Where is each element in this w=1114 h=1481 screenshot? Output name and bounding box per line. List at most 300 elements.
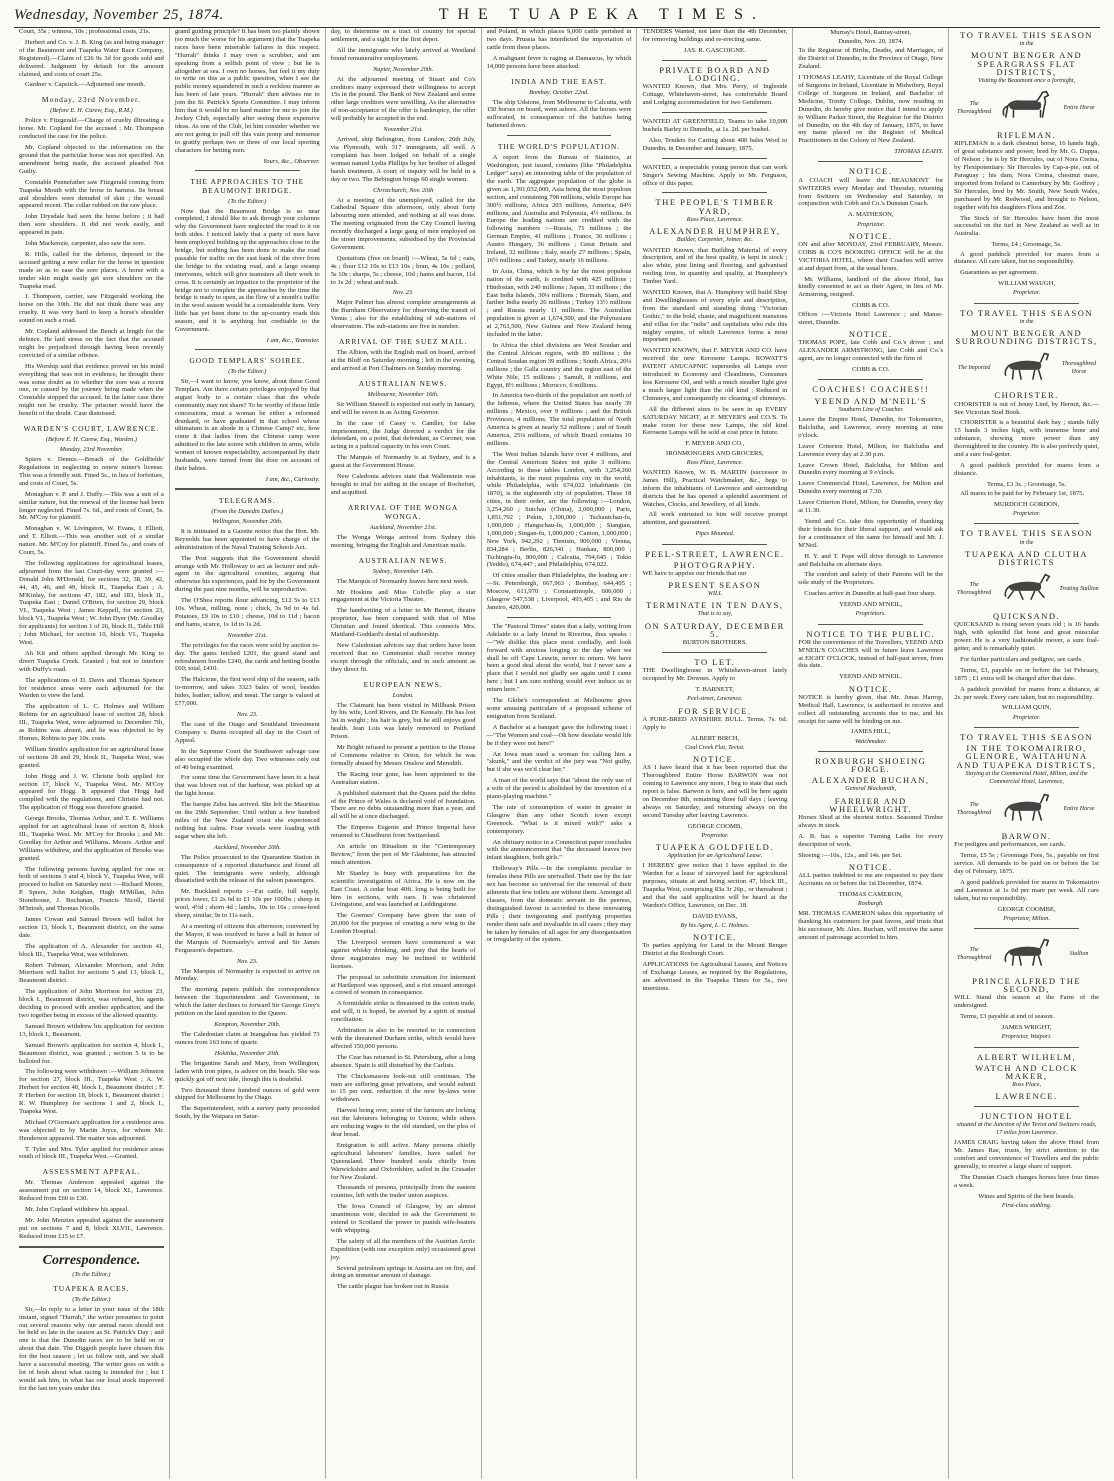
paragraph: The Post suggests that the Government should arrange with Mr. Holloway to act as lecturer and sub-agent in the agricultural counties, arguing that otherwise his experiences, paid for by the Government during the past nine months, will be unproductive. xyxy=(174,554,320,594)
paragraph: Constable Pennefather saw Fitzgerald coming from Tuapeka Mouth with the horse in harness. Its breast and shoulders were denuded of skin ; the wound appeared recent. The collar rubbed on the raw place. xyxy=(19,178,164,210)
ad-name: Terms, £4 ; Groomage, 5s. xyxy=(991,241,1062,249)
ad-subtitle: Proprietor, Milton. xyxy=(1003,914,1050,922)
dateline: Hokitika, November 20th. xyxy=(214,1049,280,1057)
dateline: Auckland, November 21st. xyxy=(369,523,437,531)
horse-caption: The Thoroughbred xyxy=(957,946,992,962)
section-heading: GOOD TEMPLARS' SOIREE. xyxy=(189,356,306,365)
column-7-ads xyxy=(949,28,1104,1479)
horse-caption: Trotting Stallion xyxy=(1059,586,1099,593)
divider xyxy=(175,488,320,490)
paragraph: James Cowan and Samuel Brown will ballot for section 13, block I., Beaumont district, on the same date. xyxy=(19,916,164,939)
ad-text: WANTED Known, W. B. MARTIN (successor to James Hill), Practical Watchmaker, &c., begs to inform the inhabitants of Lawrence and surrounding districts that he has opened a splendid assortment of Watches, Clocks, and Jewellery, of all kinds. xyxy=(642,468,788,508)
paragraph: In Africa the chief divisions are West Soudan and the Central African region, with 89 millions ; the Central Soudan region 39 millions ; South Africa, 20¼ millions ; the Galla country and the region east of the White Nile, 15 millions ; Samuli, 8 millions, and Egypt, 8½ millions ; Morocco, 6 millions. xyxy=(486,342,632,389)
section-heading: ARRIVAL OF THE WONGA WONGA. xyxy=(347,502,459,521)
ad-title: MOUNT BENGER AND SURROUNDING DISTRICTS, xyxy=(955,328,1098,347)
paragraph: A report from the Bureau of Statistics, at Washington, just issued, contains (like "Philadelphia Ledger" says) an interesting table of the population of the earth. The aggregate population of the globe is given as 1,391,032,000, Asia being the most populous section, and containing 798 millions, while Europe has 300½ millions, Africa 203 millions, America, 84½ millions, and Australia and Polynesia, 4½ millions. In Europe the leading nations are credited with the following numbers :—Russia, 71 millions ; the German Empire, 41 millions ; France, 36 millions ; Austro Hungary, 36 millions ; Great Britain and Ireland, 32 millions ; Italy, nearly 27 millions ; Spain, 16½ millions ; and Turkey, nearly 16 millions. xyxy=(486,154,632,264)
ad-title: NOTICE. xyxy=(848,166,893,177)
paragraph: Quotations (free on board) :—Wheat, 5s 6d ; oats, 4s ; flour £12 10s to £13 10s ; bran, 4s 10s ; pollard, 5s 10s ; sharps, 5s ; cheese, 10d ; hams and bacon, 11d to 1s 2d ; wheat and malt. xyxy=(330,254,476,286)
horse-caption: Entire Horse xyxy=(1063,806,1095,812)
ad-text: QUICKSAND is rising seven years old ; is 16 hands high, with splendid flat bone and great muscular power. He is a very fashionable mover, a sure foal-getter, and is remarkably quiet. xyxy=(954,621,1100,653)
ad-text: A good paddock provided for mares in Tokomairiro and Lawrence at 1s 6d per mare per week. All care taken, but no responsibility. xyxy=(954,878,1100,902)
paragraph: and Poland, in which places 9,000 cattle perished in two days. Prussia has interdicted the importation of cattle from these places. xyxy=(486,28,632,51)
ad-name: T. BARNETT, xyxy=(695,686,735,694)
ad-text: Leave Commercial Hotel, Lawrence, for Milton and Dunedin every morning at 7.30. xyxy=(798,480,944,496)
divider xyxy=(195,349,300,350)
ad-subtitle: Visiting the Beaumont once a fortnight, xyxy=(978,77,1076,85)
paragraph: In the Supreme Court the Southsaver salvage case also occupied the whole day. Two witnesses only out of 40 being examined. xyxy=(174,747,320,771)
ad-title: NOTICE. xyxy=(848,683,893,694)
paragraph: Monaghan v. P. and J. Duffy.—This was a suit of a similar nature, but the renewal of the license had been longer neglected. Fined 7s. 6d., and costs of Court, 5s. Mr. M'Coy for plaintiff. xyxy=(19,490,164,522)
paragraph: The West Indian Islands have over 4 millions, and the Central American States not quite 3 millions. According to these tables London, with 3,254,260 inhabitants, is the most populous city in the world, while Philadelphia, with 674,022 inhabitants (in 1870), is the eighteenth city of population. These 18 cities, in their order, are the following :—London, 3,254,260 ; Sutchau (China), 2,000,000 ; Paris, 1,851,792 ; Pekin, 1,300,000 ; Tschautchau-fu, 1,000,000 ; Hangschau-fu, 1,000,000 ; Siangtan, 1,000,000 ; Singan-fu, 1,000,000 ; Canton, 1,000,000 ; New York, 942,292 ; Tientsin, 900,000 ; Vienna, 834,284 ; Berlin, 826,341 ; Hankau, 800,000 ; Tschingtu-fu, 800,000 ; Calcutta, 794,645 ; Tokio (Yeddo), 674,447 ; and Philadelphia, 674,022. xyxy=(486,450,632,569)
ad-name: COBB & CO. xyxy=(852,366,890,374)
horse-illustration-row xyxy=(954,88,1099,128)
columns xyxy=(14,28,1104,1479)
ad-subtitle: Proprietor. xyxy=(857,220,885,228)
ad-title: NOTICE TO THE PUBLIC. xyxy=(806,628,936,639)
dateline: Nov. 23. xyxy=(236,957,258,965)
paragraph: The cattle plague has broken out in Russia xyxy=(336,1283,449,1291)
paragraph: In America two-thirds of the population are north of the Isthmus, where the United States has nearly 39 millions ; Mexico, over 9 millions ; and the British Provinces, 4 millions. The total population of North America is given at nearly 52 millions ; and of South America, 25¼ millions, of which Brazil contains 10 millions. xyxy=(486,392,632,447)
ad-title: MOUNT BENGER AND SPEARGRASS FLAT DISTRICTS, xyxy=(970,50,1083,77)
ad-text: THOMAS POPE, late Cobb and Co.'s driver ; and ALEXANDER ARMSTRONG, late Cobb and Co.'s agent, are no longer connected with the firm of xyxy=(798,339,944,363)
section-heading: AUSTRALIAN NEWS. xyxy=(358,555,448,565)
paragraph: The Goemes' Company have given the sum of 20,000 for the purpose of creating a new wing to the London Hospital. xyxy=(330,912,476,936)
ad-title: PEEL-STREET, LAWRENCE. xyxy=(645,548,785,559)
paragraph: The safety of all the members of the Austrian Arctic Expedition (with one exception only) occasioned great joy. xyxy=(330,1237,476,1261)
section-heading: TUAPEKA RACES. xyxy=(53,1283,130,1293)
divider xyxy=(662,544,767,545)
paragraph: The Police prosecuted to the Quarantine Station in consequence of a reported disturbance and found all quiet. The immigrants were orderly, although dissatisfied with the release of the saloon passengers. xyxy=(174,853,320,885)
ad-text: Yeend and Co. take this opportunity of thanking their friends for their liberal support, and would ask for a continuance of the same for himself and Mr. J. M'Neil. xyxy=(798,517,944,549)
ad-title: JUNCTION HOTEL xyxy=(980,1110,1073,1121)
ad-subtitle: Coal Creek Flat, Teviot. xyxy=(685,743,745,751)
divider xyxy=(818,751,923,752)
divider xyxy=(974,523,1079,524)
paragraph: The following were withdrawn :—William Johnston for section 27, block III., Tuapeka West ; A. W. Herbert for section 40, block I., Beaumont district ; F. P. Herbert for section 18, block I., Beaumont district ; R. W. Humphrey for sections 1 and 2, block I., Tuapeka West. xyxy=(19,1068,164,1115)
ad-text: MR. THOMAS CAMERON takes this opportunity of thanking his customers for past favors, and trusts that his successor, Mr. Alex. Buchan, will receive the same amount of patronage accorded to him. xyxy=(798,909,944,941)
horse-icon xyxy=(998,789,1056,829)
masthead xyxy=(14,0,1100,28)
ad-text: ON and after MONDAY, 23rd FEBRUARY, Messrs. COBB & CO'S BOOKING OFFICE will be at the VICTORIA HOTEL, where their Coaches will arrive at and depart from, at the usual hours. xyxy=(798,240,944,272)
paragraph: The Czar has returned to St. Petersburg, after a long absence. Spain is still disturbed by the Carlists. xyxy=(330,1053,476,1069)
ad-text: Coaches arrive in Dunedin at half-past four sharp. xyxy=(804,590,937,598)
section-subheading: (From the Dunedin Dailies.) xyxy=(211,507,284,515)
column-1 xyxy=(14,28,170,1479)
ad-name: JAS. R. GASCOIGNE. xyxy=(684,46,746,54)
ad-text: NOTICE is hereby given, that Mr. Jonas Harrop, Medical Hall, Lawrence, is authorised to receive and collect all outstanding accounts due to me, and his receipt for same will be binding on me. xyxy=(798,693,944,725)
divider xyxy=(195,170,300,171)
paragraph: New Caledonia advices state that Wallenstein was brought to trial for aiding in the escape of Rochefort, and acquitted. xyxy=(330,473,476,496)
paragraph: Mr. Copland addressed the Bench at length for the defence. He laid stress on the fact that the accused might be prejudiced through having been recently convicted of a similar offence. xyxy=(19,328,164,359)
ad-name: JAMES WRIGHT, xyxy=(1001,1024,1052,1032)
paragraph: The application of A. Alexander for section 41, block III., Tuapeka West, was withdrawn. xyxy=(19,942,164,958)
ad-subtitle: Proprietor. xyxy=(1013,713,1041,721)
horse-caption: Thoroughbred Horse xyxy=(1061,361,1097,376)
paragraph: His Worship said that evidence proved on his mind everything that was not in evidence, he thought there was some doubt as to whether the sore was a recent one, or caused by the journey being made when the Constable stopped the accused. In the latter case there might not be cruelty. The prisoner would have the benefit of the doubt. Case dismissed. xyxy=(19,362,164,418)
paragraph: The Marquis of Normanby is at Sydney, and is a guest at the Government House. xyxy=(330,454,476,470)
section-heading: ARRIVAL OF THE SUEZ MAIL. xyxy=(338,337,468,347)
divider xyxy=(507,617,612,618)
paragraph: The following applications for agricultural leases, adjourned from the last Court-day were granted :—Donald John M'Donald, for sections 32, 38, 39, 42, 44, 45, 46, and 49, block II., Tuapeka East ; A. M'Kinlay, for sections 47, 182, and 183, block II., Tuapeka East ; Daniel O'Brien, for section 29, block VI., Tuapeka West ; James Keppell, for section 23, block VI., Tuapeka West ; W. John Dyer (Mr. Goodlay for applicants) for section 1 of 26, block II., Table Hill ; John Michael, for section 10, block VI., Tuapeka West. xyxy=(19,559,164,646)
dateline: November 21st. xyxy=(383,126,423,134)
paragraph: T. Tyler and Mrs. Tyler applied for residence areas south of block III., Tuapeka West.—Granted. xyxy=(19,1145,164,1161)
paragraph: The "Pastoral Times" states that a lady, writing from Adelaide to a lady friend in Riverina, thus speaks :—"We dislike this place most cordially, and look forward with anxious longing to the day when we shall be off Cape Leuwin, never to return. We have been a good deal about the world, but I never saw a place that I would not gladly see again until I came here ; but I am sure nothing would ever induce us to return here." xyxy=(486,622,632,694)
section-subheading: (Before E. H. Carew, Esq., R.M.) xyxy=(50,107,133,115)
ad-text: WILL Stand this season at the Farm of the undersigned. xyxy=(954,994,1100,1010)
dateline: Napier, November 20th. xyxy=(373,65,434,73)
ad-text: WANTED AT GREENFIELD, Teams to take 10,000 bushels Barley to Dunedin, at 1s. 2d. per bushel. xyxy=(642,118,788,134)
ad-name: THOMAS CAMERON, xyxy=(838,890,903,898)
signature: I am, &c., Curiosity. xyxy=(265,475,320,483)
paragraph: Monaghan v. W. Livingston, W. Evans, J. Elliott, and T. Elliott.—This was another suit of a similar nature. Mr. M'Coy for plaintiff. Fined 5s., and costs of Court, 5s. xyxy=(19,525,164,557)
ad-text: RIFLEMAN is a dark chestnut horse, 16 hands high, of great substance and power, bred by Mr. G. Duppa, of Nelson ; he is by Sir Hercules, out of Nora Creina, by Flexipotentiary. Sir Hercules by Cap-a-pie, out of Paraguay ; his dam, Nora Creina, chestnut mare, imported from Ireland to Canterbury by Mr. Godfrey ; Sir Hercules, bred by Mr. Smith, New South Wales, purchased by Mr. Redwood, and brought to Nelson, together with his daughters Flora and Zoe. xyxy=(954,140,1100,211)
ad-name: GEORGE COOMBE, xyxy=(997,905,1056,913)
paragraph: The rate of consumption of water in greater in Glasgow than any other Scotch town except Greenock. "What is it mixed with?" asks a contemporary. xyxy=(486,803,632,835)
paragraph: Sir,—In reply to a letter in your issue of the 18th instant, signed "Hurrah," the writer presumes to point out several reasons why our annual races should not be held so late in the season as St. Patrick's Day ; and one is that the Dunedin races are to be held on or about that date. The Diggeth people have chosen this for the best season ; let us follow suit, and we shall have a successful meeting. The writer goes on with a lot of bosh about what racing is intended for ; but I would ask him, in what has our local stock improved for the last ten years under this xyxy=(19,1305,164,1392)
paragraph: grand guiding principle? It has been too plainly shown (so much the worse for his argument) that the Tuapeka races have been miserable failures in this respect. "Hurrah" thinks I may own a scrubber, and am speaking from a selfish point of view ; but he is altogether at sea. I own no horses, but feel it my duty to write on this as a public question, when I see the public money squandered in such a reckless manner as has been of late years. "Hurrah" then advises me to join the St. Patrick's Sports Committee. I may inform him that it would be no hard matter for me to join the Jockey Club, especially after seeing these expensive ideas. As one of the Club, let him consider whether we are not going to pull off this vain pomp and nonsense to gratify perhaps two or three of our local sporting characters for betting men. xyxy=(174,28,320,154)
ad-text: All work entrusted to him will receive prompt attention, and guaranteed. xyxy=(642,511,788,527)
ad-name: ALEXANDER HUMPHREY, xyxy=(649,226,781,237)
dateline: Kempton, November 20th. xyxy=(214,1021,281,1028)
paragraph: Mr Stanley is busy with preparations for the scientific investigation of Africa. He is now on the East Coast. A cedar boat 40ft. long is being built for him in sections, with oars. It was christened Livingstone, and was launched at Leddingstone. xyxy=(330,869,476,909)
ad-title: NOTICE. xyxy=(848,329,893,340)
paragraph: At a meeting of citizens this afternoon, convened by the Mayor, it was resolved to have a ball in honor of the Marquis of Normanby's arrival and Sir James Fergusson's departure. xyxy=(174,922,320,954)
ad-text: To the Registrar of Births, Deaths, and Marriages, of the District of Dunedin, in the Province of Otago, New Zealand. xyxy=(798,47,944,71)
paragraph: The Marquis of Normanby is expected to arrive on Monday. xyxy=(174,967,320,983)
paragraph: Thousands of persons, principally from the eastern counties, left with the trades' union auspices. xyxy=(330,1184,476,1200)
ad-title: TUAPEKA AND CLUTHA DISTRICTS xyxy=(965,548,1089,567)
paragraph: All the immigrants who lately arrived at Westland found remunerative employment. xyxy=(330,46,476,62)
paragraph: J. Thompson, carrier, saw Fitzgerald working the horse on the 10th. He did not think there was any cruelty. It was very hard to keep a horse's shoulder sound on such a road. xyxy=(19,293,164,325)
paragraph: The case of the Otago and Southland Investment Company v. Burns occupied all day in the Court of Appeal. xyxy=(174,721,320,744)
paragraph: The applications of D. Davis and Thomas Spencer for residence areas were each adjourned for the Warden to view the land. xyxy=(19,676,164,700)
section-heading: AUSTRALIAN NEWS. xyxy=(358,378,448,388)
divider xyxy=(662,192,767,193)
paragraph: Samuel Brown withdrew his application for section 13, block I., Beaumont. xyxy=(19,1022,164,1038)
paragraph: Michael O'Gorman's application for a residence area was objected to by Martin Joyce, for whom Mr. Henderson appeared. The matter was adjourned. xyxy=(19,1118,164,1142)
paragraph: The Claimant has been visited in Millbank Prison by his wife, Lord Rivers, and Dr Kenealy. He has lost 3st in weight ; his hair is grey, but he still enjoys good health. Jean Lois was lately removed to Portland Prison. xyxy=(330,701,476,741)
paragraph: Mr. Thomas Anderson appealed against the assessment put on section 14, block XI., Lawrence. Reduced from £60 to £30. xyxy=(19,1179,164,1203)
horse-caption: The Thoroughbred xyxy=(957,101,992,116)
divider xyxy=(662,112,767,113)
dateline: Nov. 23. xyxy=(236,711,258,718)
ad-subtitle: in the xyxy=(1019,538,1034,546)
ad-text: The comfort and safety of their Patrons will be the sole study of the Proprietors. xyxy=(798,571,944,587)
paragraph: day, to determine on a tract of country for special settlement, and a sight for the first depot. xyxy=(330,28,476,43)
ad-text: CHORISTER is a beautiful dark bay ; stands fully 15 hands 3 inches high, with immense bone and substance, showing more power than any thoroughbred in the country. He is also perfectly quiet, and a sure foal-getter. xyxy=(954,419,1100,459)
ad-text: All mares to be paid for by February 1st, 1875. xyxy=(960,490,1085,497)
section-subheading: Monday, 23rd November. xyxy=(59,446,124,454)
ad-text: To parties applying for Land in the Mount Benger District at the Roxburgh Court. xyxy=(642,942,788,958)
horse-caption: Stallion xyxy=(1069,950,1089,957)
ad-name: Murray's Hotel, Rattray-street, xyxy=(830,29,912,36)
divider xyxy=(818,379,923,380)
ad-title: LAWRENCE. xyxy=(995,1091,1058,1102)
divider xyxy=(974,928,1079,929)
dateline: Nov. 23. xyxy=(392,289,414,297)
horse-illustration-row xyxy=(954,569,1099,609)
section-heading: THE WORLD'S POPULATION. xyxy=(497,142,621,152)
ad-title: NOTICE. xyxy=(848,230,893,241)
ad-text: WANTED Known, that Mrs. Perry, of Ingleside Cottage, Whitehaven-street, has comfortable Board and Lodging accommodation for two Gentlemen. xyxy=(642,83,788,107)
ad-title: COACHES! COACHES!! xyxy=(812,384,930,395)
ad-subtitle: Proprietors. xyxy=(855,610,886,618)
ad-subtitle: Application for an Agricultural Lease. xyxy=(667,852,763,860)
paragraph: The following persons having applied for one or both of sections 3 and 4, block V., Tuapeka West, will proceed to ballot on Saturday next :—Richard Moore, P. Spiers, John Keighan, Hugh M'Millan, John Stonehouse, J. Buchanan, Francis Nicoll, David M'Intosh, and Thomas Nicolls. xyxy=(19,865,164,913)
ad-title: TO TRAVEL THIS SEASON xyxy=(960,30,1093,40)
paragraph: The Globe's correspondent at Melbourne gives some amusing particulars of a proposed scheme of emigration from Scotland. xyxy=(486,697,632,720)
ad-text: A good paddock provided for mares from a distance. xyxy=(954,461,1100,477)
paragraph: Major Palmer has almost complete arrangements at the Burnham Observatory for observing the transit of Venus ; also for the establishing of sub-stations of observation. The sub-stations are five in number. xyxy=(330,299,476,331)
ad-text: Also, Tenders for Carting about 400 bales Wool to Dunedin, in December and January, 1875. xyxy=(642,136,788,152)
paragraph: Court, 35s ; witness, 10s ; professional costs, 21s. xyxy=(19,28,151,35)
ad-name: YEEND AND M'NEIL. xyxy=(839,673,903,681)
ad-title: TO LET. xyxy=(694,657,736,668)
ad-text: Terms, £3 payable at end of season. xyxy=(960,1013,1055,1021)
paragraph: John Drysdale had seen the horse before ; it had then sore shoulders. It did not work easily, and appeared in pain. xyxy=(19,213,164,237)
paragraph: Several petroleum springs in Austria are on fire, and doing an immense amount of damage. xyxy=(330,1264,476,1280)
ad-name: Dunedin, Nov. 20, 1874. xyxy=(838,38,904,46)
paragraph: The morning papers publish the correspondence between the Superintendent and Government, in which the latter declines to forward Sir George Grey's petition on the land question to the Queen. xyxy=(174,986,320,1018)
ad-name: JAMES HILL, xyxy=(851,728,891,736)
paragraph: Herbert and Co. v. J. B. King (as and being manager of the Beaumont and Tuapeka Water Race Company, Registered).—Claim of £26 9s 3d for goods sold and delivered. Judgment by default for the amount claimed, and costs of court 25s. xyxy=(19,38,164,78)
horse-icon xyxy=(998,569,1056,609)
ad-name: CHORISTER. xyxy=(994,390,1059,401)
ad-text: JAMES CRAIG having taken the above Hotel from Mr. James Rae, trusts, by strict attention to the comfort and convenience of Travellers and the public generally, to receive a large share of support. xyxy=(954,1139,1100,1170)
ad-text: THE Dwellinghouse in Whitehaven-street lately occupied by Mr. Downes. Apply to xyxy=(642,667,788,683)
ad-subtitle: Peel-street, Lawrence. xyxy=(687,695,743,703)
ad-title: PRIVATE BOARD AND LODGING. xyxy=(659,65,771,84)
paragraph: New Caledonian advices say that orders have been received that no Communist shall receive money except through the officials, and in such amount as they direct fit. xyxy=(330,641,476,673)
paragraph: Mr. John Menzies appealed against the assessment put on sections 7 and 8, block XLVII., Lawrence. Reduced from £15 to £7. xyxy=(19,1217,164,1240)
paragraph: Samuel Brown's application for section 4, block I., Beaumont district, was granted ; section 5 is to be balloted for. xyxy=(19,1041,164,1065)
paragraph: The Marquis of Normanby leaves here next week. xyxy=(336,577,469,585)
ad-text: WANTED Known, that A. Humphrey will build Shop and Dwellinghouses of every style and description, from the standard and standing doing "Victorian Gothic," to the bold, chaste, and magnificent mansions and villas for the "nobs" and capitalists who rule this mighty empire, of which Lawrence forms a most important part. xyxy=(642,289,788,344)
section-heading: ASSESSMENT APPEAL. xyxy=(42,1167,141,1177)
divider xyxy=(974,303,1079,304)
ad-title: FOR SERVICE. xyxy=(678,705,752,716)
section-subheading: (To the Editor.) xyxy=(72,1270,111,1278)
paragraph: Arbitration is also to be resorted to in connection with the threatened Durham strike, which would have affected 150,000 persons. xyxy=(330,1027,476,1050)
paragraph: The handwriting of a letter to Mr Bennet, theatre proprietor, has been compared with that of Miss Christian and found identical. This connects Mrs. Maitland-Goddard's denial of authorship. xyxy=(330,607,476,639)
ad-title: ROXBURGH SHOEING FORGE. xyxy=(815,755,927,775)
ad-title: NOTICE. xyxy=(692,754,737,765)
ad-title: THE PEOPLE'S TIMBER YARD, xyxy=(655,197,775,216)
section-subheading: (Before E. H. Carew, Esq., Warden.) xyxy=(45,436,137,444)
ad-title: ON SATURDAY, DECEMBER 5. xyxy=(644,620,785,639)
ad-subtitle: First-class stabling. xyxy=(1001,1201,1052,1209)
ad-subtitle: Southern Line of Coaches xyxy=(838,405,903,413)
paragraph: Two thousand three hundred ounces of gold were shipped for Melbourne by the Otago. xyxy=(174,1086,320,1102)
ad-text: Offices :—Victoria Hotel Lawrence ; and Manse-street, Dunedin. xyxy=(798,311,944,327)
ad-subtitle: Builder, Carpenter, Joiner, &c. xyxy=(676,236,753,244)
paragraph: Mr Bright refused to present a petition to the House of Commons relative to Orton, for which he was formally abused by Messrs Onslow and Meredith. xyxy=(330,744,476,767)
horse-caption: The Imported xyxy=(957,365,991,372)
ad-name: MURDOCH GORDON, xyxy=(993,500,1060,508)
ad-name: QUICKSAND. xyxy=(992,611,1061,622)
ad-subtitle: Watchmaker. xyxy=(854,737,887,745)
paragraph: The ship Udstone, from Melbourne to Calcutta, with 150 horses on board, went ashore. All the horses were suffocated, in consequence of the hatches being battened down. xyxy=(486,98,632,130)
divider xyxy=(818,161,923,162)
paragraph: Harvest being over, some of the farmers are locking out the labourers belonging to Unions, while others are reducing wages to the old standard, on the plea of dear bread. xyxy=(330,1107,476,1138)
ad-text: APPLICATIONS for Agricultural Leases, and Notices of Exchange Leases, as required by the Regulations, are advertised in the Tuapeka Times for 5s., two insertions. xyxy=(642,961,788,993)
ad-name: BURTON BROTHERS. xyxy=(682,639,748,647)
ad-text: All the different sizes to be seen in up EVERY SATURDAY NIGHT, at F. MEYER'S and CO.'S. To make room for these new Lamps, the old kind Kerosene Lamps will be sold at cost price in future. xyxy=(642,405,788,437)
paragraph: A Bachelor at a banquet gave the following toast :—"The Women and coal—Oh how desolate would life be if they were not here!" xyxy=(486,723,632,747)
paragraph: An Iowa man used a woman for calling him a "skunk," and the verdict of the jury was "Not guilty, but if she was we'd clear her." xyxy=(486,750,632,774)
ad-title: FARRIER AND WHEELWRIGHT. xyxy=(829,795,913,814)
ad-title: WATCH AND CLOCK MAKER, xyxy=(975,1062,1078,1081)
ad-title: NOTICE. xyxy=(692,932,737,943)
ad-text: A paddock provided for mares from a distance, at 2s. per week. Every care taken, but no responsibility. xyxy=(954,685,1100,701)
correspondence-heading: Correspondence. xyxy=(42,1252,141,1268)
ad-text: For further particulars and pedigree, see cards. xyxy=(960,655,1083,663)
ad-name: DAVID EVANS, xyxy=(692,912,738,920)
dateline: Bombay, October 22nd. xyxy=(529,88,589,96)
ad-name: RIFLEMAN. xyxy=(997,130,1057,141)
ad-title: TERMINATE IN TEN DAYS, xyxy=(646,600,784,611)
ad-text: Terms, £5 5s ; Groomage Fees, 5s., payable on first service. All demands to be paid on or before the 1st day of February, 1875. xyxy=(954,852,1100,876)
ad-subtitle: situated at the Junction of the Teviot and Switzers roads, 17 miles from Lawrence. xyxy=(956,1120,1097,1137)
horse-caption: The Thoroughbred xyxy=(957,801,992,817)
signature: THOMAS LEAHY. xyxy=(894,148,944,156)
divider xyxy=(818,624,923,625)
divider xyxy=(662,60,767,61)
ad-name: BARWON. xyxy=(1001,831,1052,842)
ad-name: F. MEYER AND CO., xyxy=(685,440,745,448)
horse-illustration-row xyxy=(954,348,1099,388)
paragraph: Mr. Buckland reports :—Fat cattle, full supply, prices lower, £1 2s 6d to £1 10s per 100lbs ; sheep in wool, 4½d ; shorn 4d ; lambs, 10s to 16s ; cross-bred sheep, similar, 9s to 11s each. xyxy=(174,888,320,920)
ad-subtitle: Proprietor. xyxy=(1013,510,1041,518)
paragraph: Police v. Fitzgerald.—Charge of cruelty illtreating a horse. Mr. Copland for the accused ; Mr. Thompson conducted the case for the police. xyxy=(19,117,164,141)
paragraph: George Brooks, Thomas Arthur, and T. E. Williams applied for an agricultural lease of section 8, block III., Tuapeka West. Mr. M'Coy for Brooks ; and Mr. Goodlay for Arthur and Williams. Messrs. Arthur and Williams withdrew, and the application of Brooks was granted. xyxy=(19,815,164,862)
ad-text: CHORISTER is out of Jenny Lind, by Hermit, &c.—See Victorian Stud Book. xyxy=(954,400,1100,416)
section-subheading: (To the Editor.) xyxy=(228,368,267,375)
paragraph: The Iowa Council of Glasgow, by an almost unanimous vote, decided to ask the Government to extend to Scotland the power to punish wife-beaters with whipping. xyxy=(330,1203,476,1234)
horse-caption: Entire Horse xyxy=(1063,105,1095,112)
ad-name: COBB & CO. xyxy=(852,302,890,310)
ad-text: AS I have heard that it has been reported that the Thoroughbred Entire Horse BARWON was not coming to Lawrence any more, I beg to state that such report is false. Barwon is here, and will be here again on December 8th, remaining three full days ; leaving always on Saturday, and returning always on the second Tuesday after leaving Lawrence. xyxy=(642,764,788,819)
ad-title: PHOTOGRAPHY. xyxy=(673,559,756,570)
paragraph: Sir,—I want to know, you know, about these Good Templars. Are there certain privileges enjoyed by that august body to a certain class that the whole community may not share? To be worthy of those little concessions, must a woman be either a reformed drunkard, or have graduated in that school whose ultimatum is an abode in a Chinese Camp? etc, how come it that ladies from the Chinese camp were admitted to the late soiree with children in arms, while women of known respectability, accompanied by their husbands, were turned from the door on account of their babies. xyxy=(174,378,320,472)
horse-icon xyxy=(998,348,1056,388)
dateline: Sydney, November 14th. xyxy=(372,567,434,575)
ad-text: WE have to apprise our friends that our xyxy=(642,569,747,577)
section-heading: THE APPROACHES TO THE BEAUMONT BRIDGE. xyxy=(190,176,305,195)
column-2 xyxy=(170,28,326,1479)
masthead-date: Wednesday, November 25, 1874. xyxy=(14,7,224,23)
section-heading: TELEGRAMS. xyxy=(218,495,276,505)
paragraph: John Hogg and J. W. Christie both applied for section 17, block V., Tuapeka West. Mr. M'Coy appeared for Hogg. It appeared that Hogg had complied with the regulations, and Christie had not. The application of Hogg was therefore granted. xyxy=(19,772,164,812)
divider xyxy=(507,135,612,136)
paragraph: R. Hills, called for the defence, deposed to the accused getting a new collar for the horse in question made so as to ease the sore places. A horse with a tender skin might easily get sore shoulders on the Tuapeka road. xyxy=(19,250,164,290)
ad-text: Leave Criterion Hotel, Milton, for Balclutha and Lawrence every day at 2.30 p.m. xyxy=(798,442,944,458)
ad-name: PRINCE ALFRED THE SECOND, xyxy=(972,976,1082,995)
ad-text: ALL parties indebted to me are requested to pay their Accounts on or before the 1st December, 1874. xyxy=(798,871,944,887)
paragraph: In Asia, China, which is by far the most populous nation of the earth, is credited with 425 millions ; Hindostan, with 240 millions ; Japan, 33 millions ; the East India Islands, 30¼ millions ; Burmah, Siam, and farther India nearly 26 millions ; Turkey 13½ millions ; and Russia nearly 11 millions. The Australian population is given at 1,674,500, and the Polynesians at 2,763,500, New Guinea and New Zealand being included in the latter. xyxy=(486,267,632,339)
ad-subtitle: Ross Place, xyxy=(1012,1081,1042,1089)
dateline: Auckland, November 20th. xyxy=(213,843,281,851)
ad-text: A COACH will leave the BEAUMONT for SWITZERS every Monday and Thursday, returning from Switzers on Wednesday and Saturday, in conjunction with Cobb and Co.'s Dunstan Coach. xyxy=(798,176,944,208)
ad-subtitle: Ross Place, Lawrence. xyxy=(686,458,743,466)
ad-text: A good paddock provided for mares from a distance. All care taken, but no responsibility. xyxy=(954,250,1100,266)
section-subheading: (To the Editor.) xyxy=(228,197,267,205)
paragraph: A malignant fever is raging at Damascus, by which 14,000 persons have been attacked. xyxy=(486,54,632,70)
paragraph: The Wonga Wonga arrived from Sydney this morning, bringing the English and American mails. xyxy=(330,533,476,549)
horse-illustration-row xyxy=(954,934,1099,974)
horse-icon xyxy=(998,88,1056,128)
paragraph: The Empress Eugenie and Prince Imperial have returned to Chiselhurst from Switzerland. xyxy=(330,824,476,840)
paragraph: Now that the Beaumont Bridge is so near completed, I should like to ask through your columns why the Government have neglected the road to it on both sides. I noticed lately that a party of men have been employed building up the approaches close to the bridge, but nothing has been done to make the road passable for traffic on the east bank of the river from the bridge to the existing road, and a large swamp intervenes, which will give teamsters all their work to cross. It is certainly an injustice to the proprietor of the bridge not to complete the approaches by the time the bridge is ready to open, as the flow of a month's traffic in the wool season would be a considerable item. Very little has yet been done to the up-country roads this season, and it is anything but creditable to the Government. xyxy=(174,207,320,334)
ad-subtitle: That is to say, xyxy=(697,610,733,618)
paragraph: A formidable strike is threatened in the cotton trade, and will, it is hoped, be averted by a spirit of mutual conciliation. xyxy=(330,1000,476,1024)
masthead-title: THE TUAPEKA TIMES. xyxy=(438,6,766,23)
ad-text: For pedigree and performances, see cards. xyxy=(954,841,1066,849)
horse-illustration-row xyxy=(954,789,1099,829)
column-5-ads xyxy=(637,28,793,1479)
divider xyxy=(974,1106,1079,1107)
dateline: Wellington, November 20th. xyxy=(212,517,283,525)
paragraph: The O'Shea reports flour advancing, £12 5s to £13 10s. Wheat, milling, none ; chick, 3s 9d to 4s 6d. Potatoes, £9 10s to £10 ; cheese, 10d to 11d ; bacon and hams, scarce, 1s 1d to 1s 2d. xyxy=(174,597,320,628)
ad-subtitle: WILL xyxy=(707,590,722,598)
paragraph: The brigantine Sarah and Mary, from Wellington, laden with iron pipes, is ashore on the beach. She was quickly got off next tide, though this is doubtful. xyxy=(174,1059,320,1083)
ad-name: WILLIAM QUIN, xyxy=(1002,704,1052,712)
column-4 xyxy=(482,28,638,1479)
section-heading: EUROPEAN NEWS. xyxy=(363,679,443,689)
paragraph: The Chicksmasons look-out still continues. The men are suffering great privations, and would submit to 15 per cent. reduction if the new by-laws were withdrawn. xyxy=(330,1072,476,1104)
paragraph: The application of John Morrison for section 23, block I., Beaumont district, was refused, his agents deciding to proceed with another application, and the two together being in excess of the allowed quantity. xyxy=(19,988,164,1019)
horse-icon xyxy=(998,934,1056,974)
ad-name: Terms, £3 3s. ; Groomage, 5s. xyxy=(986,480,1067,488)
paragraph: The proposal to substitute cremation for interment at Hartlepool was opposed, and a riot ensued amongst a crowd of women in consequence. xyxy=(330,973,476,997)
dateline: London. xyxy=(392,691,414,699)
ad-subtitle: Ross Place, Lawrence. xyxy=(686,215,743,223)
paragraph: The Halcione, the first wool ship of the season, sails to-morrow, and takes 3323 bales of wool, besides hides, leather, tallow, and meat. The cargo is valued at £77,000. xyxy=(174,676,320,708)
ad-text: WANTED Known, that Building Material of every description, and of the best quality, is kept in stock ; also white, pine lining and flooring, and galvanised roofing iron, in quantity and quality, at Humphrey's Timber Yard. xyxy=(642,246,788,286)
paragraph: Holloway's Pills.—In the complaints peculiar to females these Pills are unrivalled. Their use by the fair sex has become so universal for the removal of their ailments that few toilets are without them. Amongst all classes, from the domestic servant to the peeress, distinguished favour is accorded to these renovating Pills ; their invigorating and purifying properties render them safe and invaluable in all cases ; they may be taken by females of all ages for any disorganisation or irregularity of the system. xyxy=(486,865,632,944)
ad-name: YEEND AND M'NEIL, xyxy=(839,601,903,609)
ad-name: GEORGE COOMB, xyxy=(687,822,742,830)
paragraph: Gardner v. Capstick.—Adjourned one month. xyxy=(25,81,146,89)
ad-name: WILLIAM WAUGH, xyxy=(998,280,1056,288)
ad-subtitle: General Blacksmith, xyxy=(845,785,897,793)
ad-name: Wines and Spirits of the best brands. xyxy=(978,1192,1075,1200)
ad-title: TO TRAVEL THIS SEASON xyxy=(960,307,1093,318)
ad-text: A. B. has a superior Turning Lathe for every description of work. xyxy=(798,832,944,848)
paragraph: An obituary notice in a Connecticut paper concludes with the announcement that "the deceased leaves two infant daughters, both girls." xyxy=(486,838,632,862)
section-heading: INDIA AND THE EAST. xyxy=(511,76,607,86)
ad-title: IN THE TOKOMAIRIRO, GLENORE, WAITAHUNA AND TUAPEKA DISTRICTS, xyxy=(956,743,1097,770)
paragraph: Of cities smaller than Philadelphia, the leading are :—St. Petersburgh, 667,963 ; Bombay, 644,405 ; Moscow, 611,970 ; Constantinople, 600,000 ; Glasgow 547,538 ; Liverpool, 493,405 ; and Rio de Janeiro, 420,000. xyxy=(486,572,632,611)
paragraph: The Liverpool women have commenced a war against whisky drinking, and pray that the hearts of those magistrates may be inclined to withhold licenses. xyxy=(330,939,476,970)
ad-text: I HEREBY give notice that I have applied to the Warden for a lease of surveyed land for agricultural purposes, situate at and being section 47, block III., Tuapeka West, comprising 83a 3r 26p., or thereabout ; and that the said application will be heard at the Warden's Office, Lawrence, on Dec. 18. xyxy=(642,862,788,909)
ad-subtitle: in the xyxy=(1019,317,1034,325)
ad-text: I THOMAS LEAHY, Licentiate of the Royal College of Surgeons in Ireland, Licentiate in Midwifery, Royal College of Surgeons in Ireland, and Bachelor of Medicine, Trinity College, Dublin, now residing in Dunedin, do hereby give notice that I intend to apply to William Parker Street, the Registrar for the District of Dunedin, on the 4th day of January, 1875, to have my name placed on the Register of Medical Practitioners in the Colony of New Zealand. xyxy=(798,74,944,145)
paragraph: For some time the Government have been to a heat that was blown out of the harbour, was picked up at the light house. xyxy=(174,774,320,798)
ad-text: Mr. Williams, landlord of the above Hotel, has kindly consented to act as their Agent, in lieu of Mr. Armstrong, resigned. xyxy=(798,275,944,299)
paragraph: At the adjourned meeting of Stuart and Co's creditors many expressed their willingness to accept 15s in the pound. The Bank of New Zealand and some other large creditors were unwilling. As the alternative of non-acceptance of the offer is bankruptcy, the offer will probably be accepted in the end. xyxy=(330,75,476,123)
ad-subtitle: in the xyxy=(1019,40,1034,48)
ad-subtitle: Proprietor. xyxy=(701,831,729,839)
paragraph: Ah Kit and others applied through Mr. King to divert Tuapeka Creek. Granted ; but not to interfere with Duffy's road. xyxy=(19,649,164,673)
ad-text: WANTED, a respectable young person that can work Singer's Sewing Machine. Apply to Mr. Ferguson, office of this paper. xyxy=(642,163,788,187)
dateline: Melbourne, November 16th. xyxy=(367,390,439,398)
section-subheading: (To the Editor.) xyxy=(72,1295,111,1303)
ad-title: TUAPEKA GOLDFIELD. xyxy=(655,842,774,853)
paragraph: Arrived, ship Bebington, from London, 26th July, via Plymouth, with 317 immigrants, all well. A complaint has been lodged on behalf of a single woman named Lydia Phillips by her brother of alleged harsh treatment. A court of inquiry will be held in a day or two. The Bebington brings 60 single women. xyxy=(330,136,476,183)
signature: Yours, &c., Observer. xyxy=(263,157,320,165)
divider xyxy=(662,652,767,653)
